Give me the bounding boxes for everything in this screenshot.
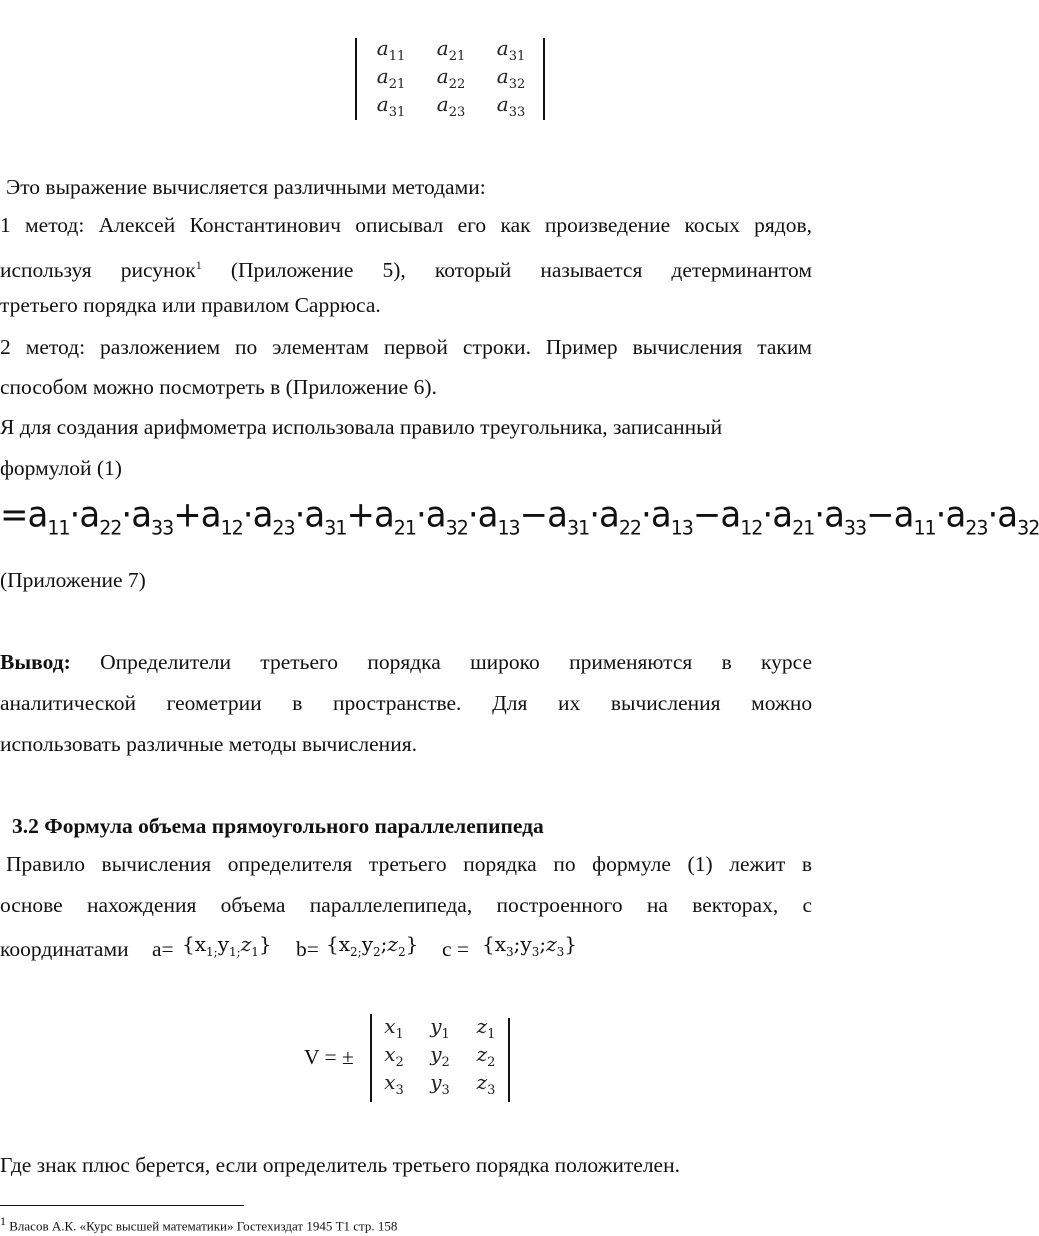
- formula-var: [477, 494, 520, 540]
- method1-line2: [0, 250, 812, 285]
- volume-cell: [374, 1070, 414, 1098]
- set-sub: 2: [373, 945, 381, 959]
- formula-dot: ·: [814, 494, 825, 536]
- section-line3: [0, 934, 129, 964]
- matrix-cell: [421, 92, 481, 120]
- formula-dot: ·: [987, 494, 998, 536]
- formula-var: [772, 494, 815, 540]
- conclusion-line3: использовать различные методы вычисления.: [0, 732, 417, 756]
- volume-cell: [420, 1042, 460, 1070]
- section-line2: [0, 890, 812, 920]
- cell-sub: 31: [388, 105, 406, 120]
- formula-var: [599, 494, 642, 540]
- triangle-line2: формулой (1): [0, 456, 122, 480]
- formula-var: [425, 494, 468, 540]
- matrix-cell: [481, 64, 541, 92]
- word: пространстве.: [333, 691, 462, 715]
- matrix-cell: [361, 92, 421, 120]
- formula-sub: 13: [670, 516, 693, 540]
- cell-sub: 11: [388, 49, 406, 64]
- coordinates-label: координатами: [0, 937, 129, 961]
- set-base: x: [194, 932, 207, 956]
- formula-base: a: [599, 494, 619, 536]
- cell-sub: 2: [395, 1055, 404, 1070]
- cell-base: a: [376, 64, 389, 88]
- brace-close: }: [564, 932, 578, 956]
- formula-sub: 23: [272, 516, 295, 540]
- footnote: [0, 1214, 397, 1234]
- set-sub: 2;: [350, 945, 362, 959]
- set-base: z: [387, 932, 398, 956]
- formula-sub: 21: [792, 516, 815, 540]
- set-sub: 1;: [206, 945, 218, 959]
- formula-sub: 33: [151, 516, 174, 540]
- set-base: y: [217, 932, 230, 956]
- formula-equals: =: [0, 494, 28, 536]
- brace-open: {: [326, 932, 339, 956]
- word: широко: [470, 650, 540, 674]
- formula-base: a: [547, 494, 567, 536]
- formula-sub: 13: [497, 516, 520, 540]
- formula-dot: ·: [467, 494, 478, 536]
- formula-sign: −: [519, 494, 548, 536]
- matrix-cell: [481, 36, 541, 64]
- formula-dot: ·: [69, 494, 80, 536]
- brace-close: }: [405, 932, 419, 956]
- appendix7-text: (Приложение 7): [0, 568, 146, 592]
- formula-sign: +: [346, 494, 374, 536]
- cell-sub: 3: [487, 1083, 496, 1098]
- volume-cell: [466, 1014, 506, 1042]
- formula-sub: 23: [965, 516, 988, 540]
- set-sep: ;: [380, 932, 388, 956]
- matrix-a: [355, 36, 545, 120]
- set-sep: ;: [539, 932, 547, 956]
- formula-var: [200, 494, 243, 540]
- footnote-divider: [0, 1205, 244, 1206]
- volume-matrix: [370, 1012, 512, 1102]
- word: который: [434, 258, 512, 283]
- formula-base: a: [252, 494, 273, 536]
- word: применяются: [569, 650, 693, 674]
- cell-base: a: [496, 36, 509, 60]
- formula-var: [997, 494, 1039, 540]
- formula-dot: ·: [935, 494, 946, 536]
- word: детерминантом: [671, 258, 812, 283]
- formula-dot: ·: [589, 494, 599, 536]
- formula-sub: 32: [1017, 516, 1039, 540]
- cell-base: y: [430, 1070, 442, 1094]
- conclusion-line1: [0, 647, 812, 677]
- formula-sub: 31: [324, 516, 347, 540]
- formula-base: a: [824, 494, 844, 536]
- formula-sub: 12: [740, 516, 763, 540]
- word: основе: [0, 893, 63, 917]
- formula-base: a: [997, 494, 1018, 536]
- cell-sub: 21: [448, 49, 466, 64]
- set-base: x: [338, 932, 351, 956]
- cell-sub: 23: [448, 105, 466, 120]
- word: 5),: [382, 258, 406, 283]
- cell-base: x: [384, 1014, 396, 1038]
- set-sub: 3: [506, 945, 514, 959]
- formula-sub: 33: [843, 516, 867, 540]
- word: Для: [492, 691, 528, 715]
- cell-sub: 31: [508, 49, 526, 64]
- formula-dot: ·: [121, 494, 132, 536]
- word: их: [557, 691, 581, 715]
- word: называется: [540, 258, 643, 283]
- formula-base: a: [200, 494, 221, 536]
- footnote-text: Власов А.К. «Курс высшей математики» Гостехиздат 1945 Т1 стр. 158: [6, 1218, 398, 1234]
- word: Определители: [100, 650, 231, 674]
- method1-line1: 1 метод: Алексей Константинович описывал его как произведение косых рядов,: [0, 213, 812, 237]
- volume-cell: [374, 1042, 414, 1070]
- brace-open: {: [182, 932, 195, 956]
- volume-cell: [466, 1070, 506, 1098]
- formula-base: a: [945, 494, 966, 536]
- formula-dot: ·: [641, 494, 651, 536]
- word: геометрии: [166, 691, 262, 715]
- set-sep: ;: [513, 932, 521, 956]
- formula-sub: 22: [618, 516, 642, 540]
- formula-base: a: [650, 494, 671, 536]
- word: векторах,: [692, 893, 779, 917]
- footnote-ref[interactable]: 1: [195, 258, 202, 272]
- matrix-cell: [421, 64, 481, 92]
- volume-cell: [466, 1042, 506, 1070]
- word: с: [802, 893, 813, 917]
- cell-sub: 1: [487, 1027, 496, 1042]
- formula-dot: ·: [415, 494, 426, 536]
- formula-var: [650, 494, 693, 540]
- word: курсе: [761, 650, 813, 674]
- formula-sub: 11: [913, 516, 936, 540]
- word: порядка: [367, 650, 441, 674]
- volume-right-bar: [508, 1018, 510, 1102]
- formula-var: [252, 494, 295, 540]
- cell-sub: 32: [508, 77, 526, 92]
- method2-line1: 2 метод: разложением по элементам первой строки. Пример вычисления таким: [0, 335, 812, 359]
- formula-var: [131, 494, 174, 540]
- cell-sub: 3: [395, 1083, 404, 1098]
- formula-dot: ·: [242, 494, 253, 536]
- word: нахождения: [86, 893, 197, 917]
- set-base: x: [494, 932, 507, 956]
- set-base: y: [520, 932, 532, 956]
- cell-base: y: [430, 1042, 442, 1066]
- cell-sub: 3: [441, 1083, 450, 1098]
- word: на: [646, 893, 668, 917]
- set-sub: 1;: [229, 945, 241, 959]
- method1-line3: третьего порядка или правилом Саррюса.: [0, 293, 381, 317]
- cell-sub: 2: [441, 1055, 450, 1070]
- word: вычисления: [610, 691, 721, 715]
- formula-var: [945, 494, 988, 540]
- brace-open: {: [482, 932, 495, 956]
- formula-base: a: [131, 494, 152, 536]
- cell-base: a: [376, 36, 389, 60]
- cell-base: x: [384, 1042, 396, 1066]
- conclusion-line2: [0, 688, 812, 718]
- cell-base: y: [430, 1014, 442, 1038]
- brace-close: }: [258, 932, 272, 956]
- cell-base: a: [436, 64, 449, 88]
- cell-base: z: [476, 1070, 488, 1094]
- formula-var: [79, 494, 122, 540]
- matrix-cell: [481, 92, 541, 120]
- formula-sub: 31: [567, 516, 590, 540]
- set-sub: 2: [397, 945, 406, 959]
- cell-sub: 22: [448, 77, 466, 92]
- set-sub: 3: [556, 945, 565, 959]
- word: в: [721, 650, 732, 674]
- footnote-number: 1: [0, 1214, 6, 1228]
- set-sub: 1: [251, 945, 259, 959]
- formula-var: [893, 494, 936, 540]
- cell-base: x: [384, 1070, 396, 1094]
- word-ref: рисунок$^1$: [120, 258, 202, 283]
- cell-base: z: [476, 1014, 488, 1038]
- set-sub: 3: [531, 945, 540, 959]
- sign-note: Где знак плюс берется, если определитель третьего порядка положителен.: [0, 1153, 680, 1177]
- formula-var: [304, 494, 347, 540]
- word: в: [292, 691, 303, 715]
- c-label: c =: [442, 937, 470, 961]
- formula-var: [547, 494, 590, 540]
- cell-sub: 21: [388, 77, 406, 92]
- formula-sub: 12: [220, 516, 243, 540]
- matrix-a-right-bar: [543, 38, 545, 120]
- b-label: b=: [296, 937, 319, 961]
- formula-sub: 21: [393, 516, 416, 540]
- formula-base: a: [27, 494, 48, 536]
- cell-base: a: [436, 92, 449, 116]
- word: третьего: [260, 650, 339, 674]
- formula-sign: +: [173, 494, 201, 536]
- word: (Приложение: [230, 258, 354, 283]
- formula-sub: 11: [47, 516, 70, 540]
- volume-cell: [420, 1070, 460, 1098]
- formula-base: a: [425, 494, 446, 536]
- set-base: z: [240, 932, 252, 956]
- formula-sign: −: [692, 494, 721, 536]
- matrix-cell: [361, 36, 421, 64]
- determinant-formula: [0, 494, 1039, 540]
- formula-dot: ·: [294, 494, 305, 536]
- formula-base: a: [477, 494, 498, 536]
- conclusion-label: Вывод:: [0, 650, 71, 674]
- formula-var: [824, 494, 867, 540]
- vector-c-set: [482, 932, 577, 959]
- section-heading: 3.2 Формула объема прямоугольного параллелепипеда: [12, 814, 544, 838]
- formula-var: [373, 494, 416, 540]
- volume-cell: [420, 1014, 460, 1042]
- matrix-cell: [361, 64, 421, 92]
- cell-base: a: [496, 64, 509, 88]
- intro-text: Это выражение вычисляется различными методами:: [6, 175, 486, 199]
- cell-sub: 2: [487, 1055, 496, 1070]
- set-base: z: [546, 932, 557, 956]
- triangle-line1: Я для создания арифмометра использовала правило треугольника, записанный: [0, 415, 723, 439]
- formula-sub: 32: [445, 516, 468, 540]
- formula-var: [720, 494, 763, 540]
- formula-dot: ·: [762, 494, 773, 536]
- word: построенного: [496, 893, 623, 917]
- formula-sign: −: [866, 494, 894, 536]
- volume-label: V = ±: [304, 1045, 354, 1069]
- cell-sub: 1: [441, 1027, 450, 1042]
- volume-cell: [374, 1014, 414, 1042]
- vector-a-set: [182, 932, 272, 959]
- cell-base: a: [436, 36, 449, 60]
- cell-sub: 33: [508, 105, 526, 120]
- volume-left-bar: [370, 1014, 372, 1102]
- section-line1: Правило вычисления определителя третьего порядка по формуле (1) лежит в: [6, 852, 812, 876]
- formula-sub: 22: [99, 516, 122, 540]
- cell-base: a: [376, 92, 389, 116]
- cell-sub: 1: [395, 1027, 404, 1042]
- formula-base: a: [373, 494, 394, 536]
- matrix-a-left-bar: [355, 38, 357, 120]
- word: параллелепипеда,: [309, 893, 473, 917]
- word: используя: [0, 258, 92, 283]
- formula-base: a: [720, 494, 741, 536]
- formula-base: a: [893, 494, 914, 536]
- a-label: a=: [152, 937, 174, 961]
- method2-line2: способом можно посмотреть в (Приложение 6).: [0, 375, 437, 399]
- formula-base: a: [304, 494, 325, 536]
- cell-base: a: [496, 92, 509, 116]
- word: можно: [751, 691, 813, 715]
- formula-var: [27, 494, 70, 540]
- word: аналитической: [0, 691, 136, 715]
- vector-b-set: [326, 932, 418, 959]
- matrix-cell: [421, 36, 481, 64]
- word: объема: [220, 893, 286, 917]
- cell-base: z: [476, 1042, 488, 1066]
- formula-base: a: [772, 494, 793, 536]
- set-base: y: [361, 932, 374, 956]
- formula-base: a: [79, 494, 100, 536]
